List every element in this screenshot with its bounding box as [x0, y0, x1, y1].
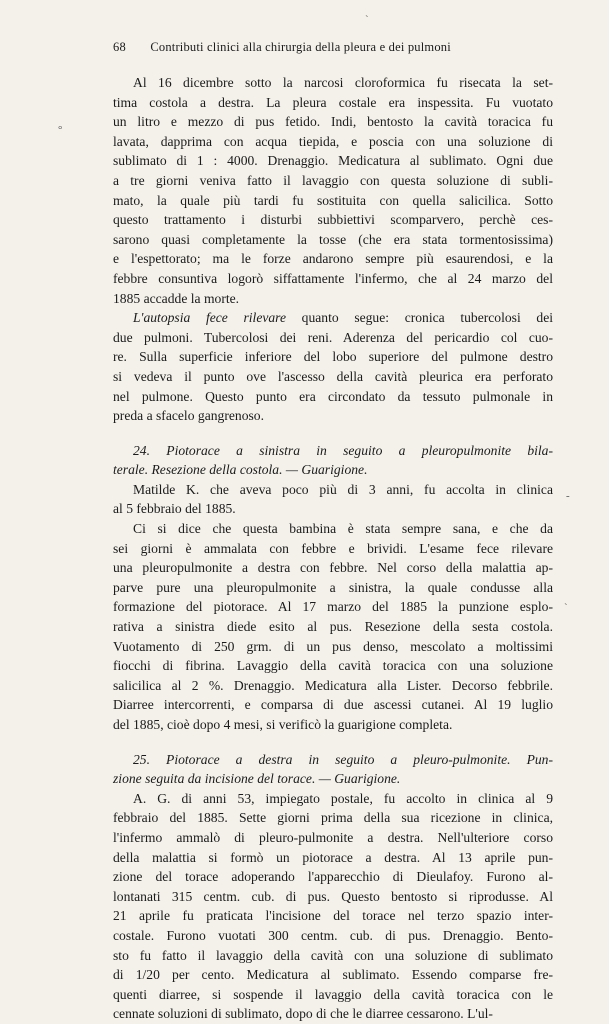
- text-line: 24. Piotorace a sinistra in seguito a pleuropulmonite bila-: [133, 442, 553, 458]
- text-line: sublimato di 1 : 4000. Drenaggio. Medicatura al sublimato. Ogni due: [113, 153, 553, 169]
- text-line: questo trattamento i disturbi subbiettivi scomparvero, perchè ces-: [113, 212, 553, 228]
- text-line: nel pulmone. Questo punto era circondato da tessuto pulmonale in: [113, 388, 553, 404]
- text-line: sto fu fatto il lavaggio della cavità con una soluzione di sublimato: [113, 947, 553, 963]
- text-line: un litro e mezzo di pus fetido. Indi, bentosto la cavità toracica fu: [113, 114, 553, 130]
- text-line: al 5 febbraio del 1885.: [113, 501, 236, 517]
- text-line: costale. Furono vuotati 300 centm. cub. di pus. Drenaggio. Bento-: [113, 927, 553, 943]
- text-line: Diarree intercorrenti, e comparsa di due ascessi cutanei. Al 19 luglio: [113, 697, 553, 713]
- margin-mark-top: `: [365, 14, 369, 26]
- text-line: lontanati 315 centm. cub. di pus. Questo bentosto si riprodusse. Al: [113, 888, 553, 904]
- margin-mark-right: `: [564, 602, 568, 614]
- page-number: 68: [113, 40, 126, 54]
- text-line: Ci si dice che questa bambina è stata sempre sana, e che da: [133, 521, 553, 537]
- paragraph: [113, 480, 553, 519]
- text-line: del 1885, cioè dopo 4 mesi, si verificò la guarigione completa.: [113, 717, 453, 732]
- text-line: 1885 accadde la morte.: [113, 290, 240, 306]
- text-line: mato, la quale più tardi fu sostituita con quella salicilica. Sotto: [113, 192, 553, 208]
- text-line: lavata, dapprima con acqua tiepida, e poscia con una soluzione di: [113, 133, 553, 149]
- text-line: [113, 308, 553, 328]
- paragraph: [113, 308, 553, 426]
- text-line: e l'espettorato; ma le forze andarono sempre più esaurendosi, e la: [113, 251, 553, 267]
- text-line: sei giorni è ammalata con febbre e brividi. L'esame fece rilevare: [113, 540, 553, 556]
- paragraph: [113, 789, 553, 1024]
- text-line: una pleuropulmonite a destra con febbre. Nel corso della malattia ap-: [113, 560, 553, 576]
- margin-mark-right: -: [566, 490, 570, 502]
- text-line: salicilica al 2 %. Drenaggio. Medicatura alla Lister. Decorso febbrile.: [113, 677, 553, 693]
- text-line: formazione del piotorace. Al 17 marzo del 1885 la punzione esplo-: [113, 599, 553, 615]
- text-line: cennate soluzioni di sublimato, dopo di che le diarree cessarono. L'ul-: [113, 1006, 493, 1022]
- text-line: A. G. di anni 53, impiegato postale, fu accolto in clinica al 9: [133, 790, 553, 806]
- page-body: [113, 73, 553, 1024]
- case-heading: [113, 441, 553, 480]
- margin-mark-left: °: [58, 124, 63, 136]
- text-line: febbre consuntiva logorò siffattamente l'infermo, che al 24 marzo del: [113, 270, 553, 286]
- text-line: re. Sulla superficie inferiore del lobo superiore del pulmone destro: [113, 349, 553, 365]
- text-line: rativa a sinistra diede esito al pus. Resezione della sesta costola.: [113, 619, 553, 635]
- autopsy-lead: L'autopsia fece rilevare: [133, 310, 287, 326]
- text-line: parve pure una pleuropulmonite a sinistra, la quale condusse alla: [113, 579, 553, 595]
- text-line: 21 aprile fu praticata l'incisione del torace nel terzo spazio inter-: [113, 908, 553, 924]
- text-line: preda a sfacelo gangrenoso.: [113, 408, 264, 424]
- text-line: 25. Piotorace a destra in seguito a pleuro-pulmonite. Pun-: [133, 751, 553, 767]
- text-line: tima costola a destra. La pleura costale era inspessita. Fu vuotato: [113, 94, 553, 110]
- text-line: a tre giorni veniva fatto il lavaggio con questa soluzione di subli-: [113, 172, 553, 188]
- text-line: due pulmoni. Tubercolosi dei reni. Aderenza del pericardio col cuo-: [113, 329, 553, 345]
- text-line: sarono quasi completamente la tosse (che era stata tormentosissima): [113, 231, 553, 247]
- text-line: zione seguita da incisione del torace. — Guarigione.: [113, 771, 401, 787]
- paragraph: [113, 519, 553, 735]
- text-line: zione del torace adoperando l'apparecchio di Dieulafoy. Furono al-: [113, 869, 553, 885]
- text-line: fiocchi di fibrina. Lavaggio della cavità toracica con una soluzione: [113, 658, 553, 674]
- paragraph: [113, 73, 553, 308]
- autopsy-text: quanto segue: cronica tubercolosi dei: [286, 310, 554, 326]
- text-line: l'infermo ammalò di pleuro-pulmonite a destra. Nell'ulteriore corso: [113, 829, 553, 845]
- text-line: si vedeva il punto ove l'ascesso della cavità pleurica era perforato: [113, 368, 553, 384]
- text-line: di 1/20 per cento. Medicatura al sublimato. Essendo comparse fre-: [113, 967, 553, 983]
- text-line: Matilde K. che aveva poco più di 3 anni, fu accolta in clinica: [133, 481, 553, 497]
- text-line: della malattia si formò un piotorace a destra. Al 13 aprile pun-: [113, 849, 553, 865]
- running-header: [113, 40, 553, 55]
- running-title: Contributi clinici alla chirurgia della pleura e dei pulmoni: [150, 40, 451, 54]
- text-line: terale. Resezione della costola. — Guarigione.: [113, 462, 368, 478]
- text-line: febbraio del 1885. Sette giorni prima della sua ricezione in clinica,: [113, 810, 553, 826]
- text-line: quenti diarree, si sospende il lavaggio della cavità toracica con le: [113, 986, 553, 1002]
- case-heading: [113, 750, 553, 789]
- text-line: Al 16 dicembre sotto la narcosi cloroformica fu risecata la set-: [133, 75, 553, 90]
- text-line: Vuotamento di 250 grm. di un pus denso, mescolato a moltissimi: [113, 638, 553, 654]
